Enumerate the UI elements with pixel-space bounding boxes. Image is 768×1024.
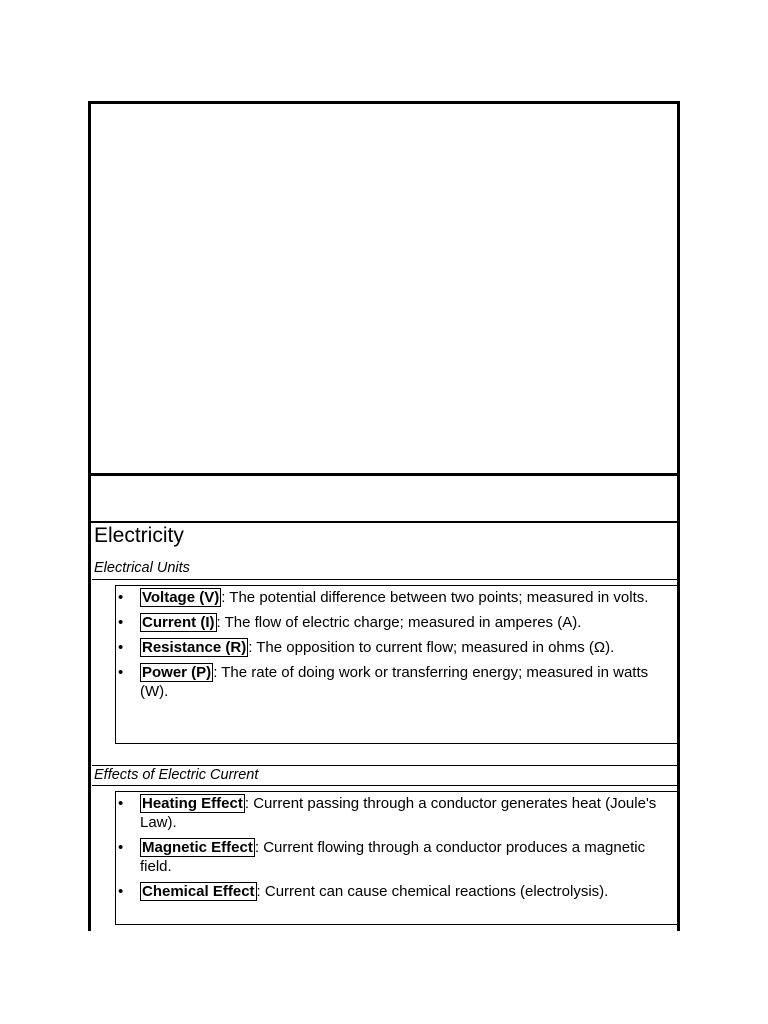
bullet-icon: •	[118, 664, 124, 681]
list-item-description: : The opposition to current flow; measured in ohms (Ω).	[248, 639, 615, 656]
list-item-description: : Current passing through a conductor generates heat (Joule's Law).	[140, 795, 657, 831]
list-item	[116, 794, 677, 832]
list-item-term: Current (I)	[142, 614, 215, 631]
list-item-term: Power (P)	[142, 664, 212, 681]
list-item	[116, 588, 677, 607]
bullet-icon: •	[118, 883, 124, 900]
list-item-term: Voltage (V)	[142, 589, 220, 606]
list-item-term: Resistance (R)	[142, 639, 247, 656]
bullet-icon: •	[118, 589, 124, 606]
list-item	[116, 663, 677, 701]
list-item-term: Heating Effect	[142, 795, 243, 812]
list-item-description: : The potential difference between two points; measured in volts.	[221, 589, 649, 606]
empty-figure-area	[91, 104, 677, 476]
list-item-description: : Current flowing through a conductor produces a magnetic field.	[140, 839, 646, 875]
bullet-icon: •	[118, 839, 124, 856]
list-item-description: : The flow of electric charge; measured in amperes (A).	[216, 614, 582, 631]
spacer-row	[91, 476, 677, 523]
list-item-term: Chemical Effect	[142, 883, 255, 900]
list-item	[116, 838, 677, 876]
list-item	[116, 638, 677, 657]
document-page	[88, 101, 680, 931]
effects-list	[115, 791, 678, 925]
bullet-icon: •	[118, 795, 124, 812]
bullet-icon: •	[118, 639, 124, 656]
section-heading-electrical-units: Electrical Units	[92, 558, 678, 580]
bullet-icon: •	[118, 614, 124, 631]
list-item	[116, 882, 677, 901]
section-heading-effects-of-electric-current: Effects of Electric Current	[92, 765, 678, 786]
list-item-description: : The rate of doing work or transferring energy; measured in watts (W).	[140, 664, 649, 700]
list-item-description: : Current can cause chemical reactions (electrolysis).	[256, 883, 609, 900]
electrical-units-list	[115, 585, 678, 744]
list-item-term: Magnetic Effect	[142, 839, 253, 856]
list-item	[116, 613, 677, 632]
page-title: Electricity	[94, 524, 184, 547]
